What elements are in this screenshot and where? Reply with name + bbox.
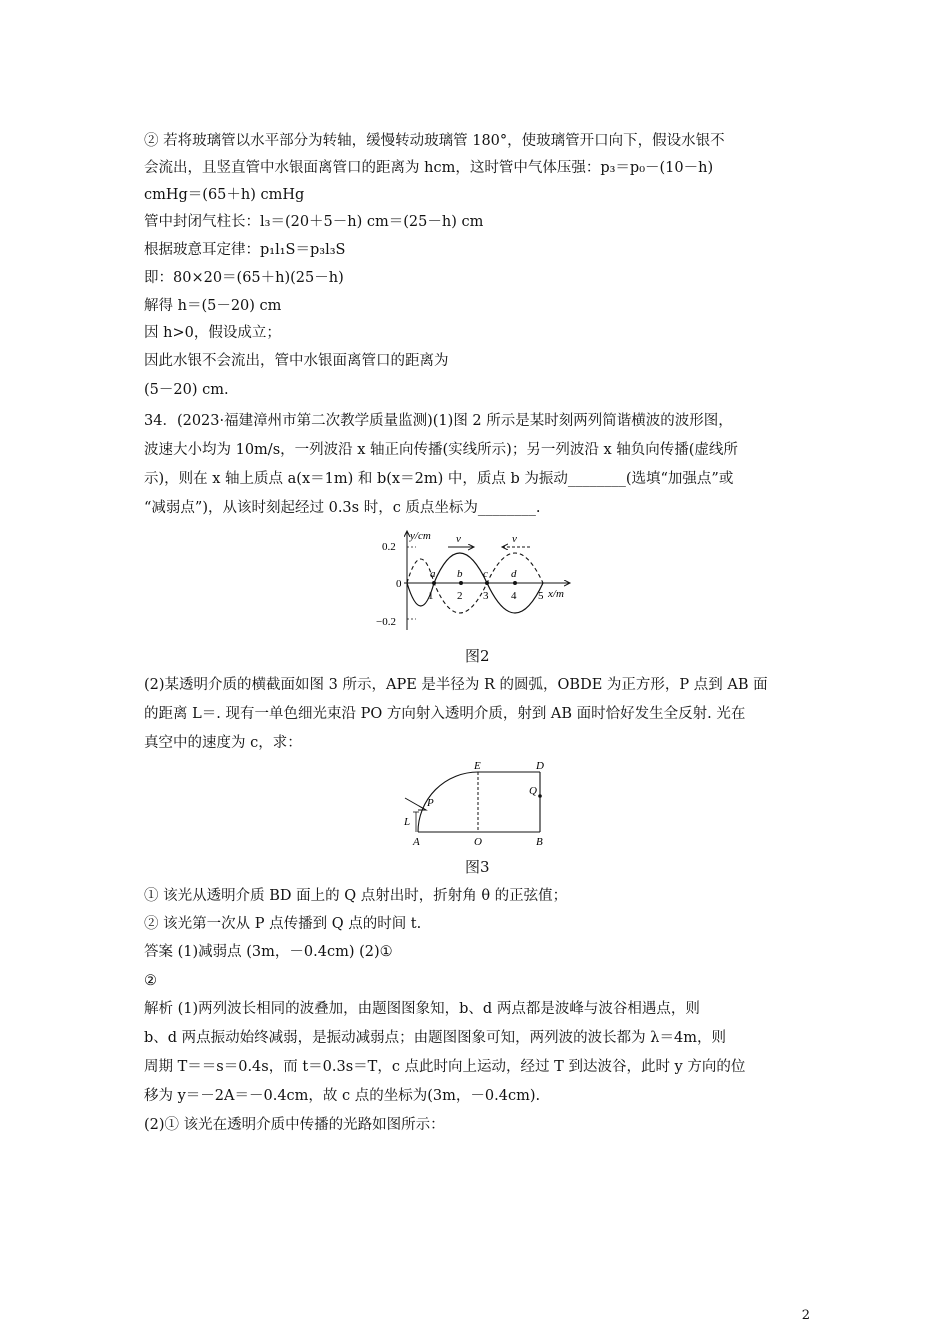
label-q: Q [529,785,537,797]
x-tick-label: 1 [428,590,434,602]
text-line: (2)某透明介质的横截面如图 3 所示，APE 是半径为 R 的圆弧，OBDE 为正方形，P 点到 AB 面 [144,677,768,693]
question-34-line: 34．(2023·福建漳州市第二次教学质量监测)(1)图 2 所示是某时刻两列简谐横波的波形图， [144,413,733,429]
text-line: (2)① 该光在透明介质中传播的光路如图所示： [144,1117,445,1133]
text-line: 的距离 L＝. 现有一单色细光束沿 PO 方向射入透明介质，射到 AB 面时恰好发生全反射. 光在 [144,706,746,722]
point-b [459,581,463,585]
y-tick-label: 0 [396,578,402,590]
text-line: 因 h>0，假设成立； [144,325,281,341]
label-d: D [536,760,544,772]
text-line: 因此水银不会流出，管中水银面离管口的距离为 [144,353,449,369]
y-tick-label: 0.2 [382,541,396,553]
velocity-label: v [456,533,461,545]
x-tick-label: 4 [511,590,517,602]
answer-line: 答案 (1)减弱点 (3m，－0.4cm) (2)① [144,944,393,960]
y-tick-label: −0.2 [376,616,396,628]
label-o: O [474,836,482,848]
figure-3-cross-section [395,758,555,850]
point-c [485,581,489,585]
text-line: b、d 两点振动始终减弱，是振动减弱点；由题图图象可知，两列波的波长都为 λ＝4m，则 [144,1030,726,1046]
label-l: L [404,816,411,828]
velocity-label: v [512,533,517,545]
point-label: d [511,568,517,580]
text-line: ② 该光第一次从 P 点传播到 Q 点的时间 t. [144,916,422,932]
text-line: 管中封闭气柱长：l₃＝(20＋5－h) cm＝(25－h) cm [144,214,484,230]
text-line: (5－20) cm. [144,382,229,398]
text-line: ② [144,973,157,989]
text-line: 会流出，且竖直管中水银面离管口的距离为 hcm，这时管中气体压强：p₃＝p₀－(10－h) [144,160,714,176]
point-q [538,794,542,798]
figure-2-wave-graph [370,525,590,635]
figure-3-caption: 图3 [465,858,490,876]
label-p: P [427,797,434,809]
point-label: b [457,568,463,580]
label-b: B [536,836,543,848]
x-tick-label: 2 [457,590,463,602]
point-label: a [430,568,436,580]
analysis-line: 解析 (1)两列波长相同的波叠加，由题图图象知，b、d 两点都是波峰与波谷相遇点，则 [144,1001,700,1017]
label-e: E [474,760,481,772]
x-tick-label: 3 [483,590,489,602]
text-line: ② 若将玻璃管以水平部分为转轴，缓慢转动玻璃管 180°，使玻璃管开口向下，假设水银不 [144,133,725,149]
figure-2-caption: 图2 [465,647,490,665]
text-line: 根据玻意耳定律：p₁l₁S＝p₃l₃S [144,242,346,258]
text-line: 周期 T＝＝s＝0.4s，而 t＝0.3s＝T，c 点此时向上运动，经过 T 到达波谷，此时 y 方向的位 [144,1059,746,1075]
point-d [513,581,517,585]
point-a [432,581,436,585]
text-line: ① 该光从透明介质 BD 面上的 Q 点射出时，折射角 θ 的正弦值； [144,888,568,904]
y-axis-label: y/cm [410,530,431,542]
x-axis-label: x/m [548,588,564,600]
text-line: cmHg＝(65＋h) cmHg [144,187,305,203]
text-line: 真空中的速度为 c，求： [144,735,302,751]
text-line: “减弱点”)，从该时刻起经过 0.3s 时，c 质点坐标为________. [144,500,541,516]
text-line: 波速大小均为 10m/s，一列波沿 x 轴正向传播(实线所示)；另一列波沿 x 轴负向传播(虚线所 [144,442,738,458]
x-tick-label: 5 [538,590,544,602]
text-line: 解得 h＝(5－20) cm [144,298,282,314]
point-label: c [483,568,488,580]
text-line: 即：80×20＝(65＋h)(25－h) [144,270,344,286]
text-line: 示)，则在 x 轴上质点 a(x＝1m) 和 b(x＝2m) 中，质点 b 为振动________(选填“加强点”或 [144,471,734,487]
label-a: A [413,836,420,848]
page-number: 2 [801,1308,810,1323]
text-line: 移为 y＝－2A＝－0.4cm，故 c 点的坐标为(3m，－0.4cm). [144,1088,541,1104]
